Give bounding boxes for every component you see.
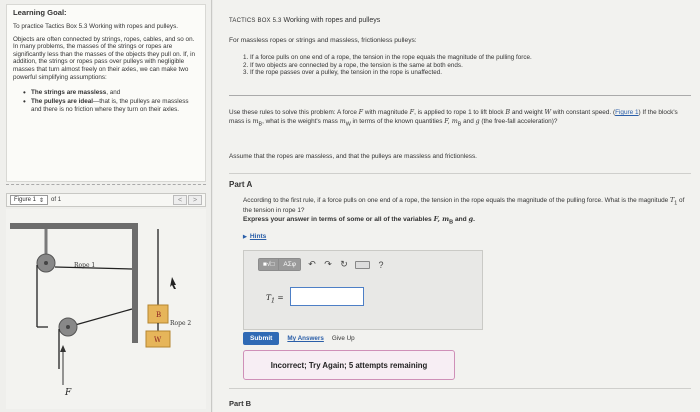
figure-link[interactable]: Figure 1	[615, 109, 639, 116]
redo-icon[interactable]: ↷	[324, 259, 332, 269]
express-text: .	[473, 216, 475, 223]
rope-1-label: Rope 1	[74, 262, 96, 269]
assumption-list	[23, 89, 199, 113]
rope-2-label: Rope 2	[170, 320, 192, 327]
answer-label-subscript: 1	[271, 297, 275, 305]
tactics-box-heading	[229, 17, 380, 24]
weight-symbol: W	[544, 108, 552, 116]
pulley-diagram	[6, 209, 206, 409]
rope-1-diagonal	[68, 309, 132, 327]
mouse-cursor-icon	[170, 277, 176, 289]
express-g: g	[468, 215, 474, 223]
force-label: F	[65, 388, 72, 398]
next-figure-button[interactable]: >	[188, 195, 202, 205]
assumption-item	[23, 89, 199, 96]
divider	[229, 95, 691, 96]
block-symbol: B	[505, 108, 511, 116]
figure-select-label: Figure 1	[14, 197, 37, 203]
block-w-label: W	[154, 336, 162, 344]
tactics-box-prefix: TACTICS BOX 5.3	[229, 18, 282, 24]
assumption-bold: The strings are massless	[31, 89, 107, 97]
figure-select[interactable]	[10, 195, 48, 205]
problem-text: (the free-fall acceleration)?	[479, 118, 558, 125]
figure-area	[6, 209, 206, 409]
templates-button[interactable]: ■√□	[259, 259, 278, 270]
my-answers-link[interactable]: My Answers	[287, 335, 324, 342]
problem-statement	[229, 108, 691, 128]
problem-text: in terms of the known quantities	[350, 118, 445, 125]
problem-text: and	[461, 118, 476, 125]
rope-1	[37, 265, 132, 327]
learning-goal-intro: To practice Tactics Box 5.3 Working with ropes and pulleys.	[13, 23, 178, 30]
help-icon[interactable]: ?	[378, 259, 384, 270]
figure-count: of 1	[51, 197, 62, 203]
part-a-title: Part A	[229, 180, 253, 189]
express-text: and	[453, 216, 469, 223]
greek-button[interactable]: AΣφ	[279, 259, 300, 270]
mass-w-symbol: m	[339, 117, 346, 125]
figure-toolbar	[6, 193, 206, 207]
pulley-axle	[44, 261, 48, 265]
pulley-axle-lower	[66, 325, 70, 329]
assumption-bold: The pulleys are ideal	[31, 98, 93, 106]
figure-nav	[173, 195, 202, 205]
answer-label-eq: =	[275, 293, 284, 302]
tactics-box-title: Working with ropes and pulleys	[283, 17, 381, 24]
divider	[229, 388, 691, 389]
undo-icon[interactable]: ↶	[308, 259, 316, 269]
problem-text: , what is the weight's mass	[262, 118, 340, 125]
problem-text: , is applied to rope 1 to lift block	[414, 109, 506, 116]
mass-b-subscript: B	[258, 121, 263, 128]
express-subscript: B	[449, 219, 454, 226]
submit-button[interactable]: Submit	[243, 332, 279, 345]
t1-symbol: T	[670, 196, 675, 204]
assumption-rest: —that is, the pulleys are massless and there is no friction where they turn on their axles.	[31, 98, 189, 113]
prev-figure-button[interactable]: <	[173, 195, 187, 205]
learning-goal-title: Learning Goal:	[13, 8, 67, 17]
t1-subscript: 1	[674, 200, 678, 207]
g-symbol: g	[475, 117, 480, 125]
problem-text: and weight	[510, 109, 545, 116]
express-variables: F, m	[433, 215, 450, 223]
force-symbol: F	[409, 108, 415, 116]
feedback-message: Incorrect; Try Again; 5 attempts remaining	[243, 350, 455, 380]
mass-b-symbol: m	[252, 117, 259, 125]
math-toolbar	[258, 258, 386, 271]
express-instruction	[243, 215, 475, 225]
keyboard-icon[interactable]	[355, 261, 370, 269]
divider	[229, 173, 691, 174]
problem-text: ) If the block's mass is	[229, 109, 678, 125]
select-arrows-icon: ⇕	[39, 197, 45, 204]
tactics-rule: 2. If two objects are connected by a rope, the tension is the same at both ends.	[243, 61, 463, 69]
force-arrowhead	[60, 345, 66, 352]
give-up-link[interactable]: Give Up	[331, 335, 355, 342]
force-symbol: F	[358, 108, 364, 116]
tactics-rule-list	[243, 54, 683, 77]
assumption-text: Assume that the ropes are massless, and that the pulleys are massless and frictionless.	[229, 153, 477, 160]
answer-box	[243, 250, 483, 330]
wall	[132, 223, 138, 343]
known-subscript: B	[457, 121, 462, 128]
hints-label: Hints	[249, 233, 267, 240]
reset-icon[interactable]: ↻	[340, 259, 348, 269]
assumption-item	[23, 98, 199, 113]
part-a-question	[243, 196, 691, 215]
answer-input[interactable]	[290, 287, 364, 306]
answer-label-symbol: T	[266, 293, 272, 302]
problem-text: with constant speed. (	[551, 109, 616, 116]
block-b-label: B	[156, 311, 162, 319]
submit-row	[243, 332, 355, 345]
tactics-rule: 3. If the rope passes over a pulley, the tension in the rope is unaffected.	[243, 69, 442, 77]
known-quantities: F, m	[444, 117, 458, 125]
hints-link[interactable]	[243, 233, 266, 240]
answer-label	[266, 293, 284, 305]
question-text: of the tension in rope 1?	[243, 197, 685, 215]
express-text: Express your answer in terms of some or all of the variables	[243, 216, 434, 223]
template-group	[258, 258, 301, 271]
ceiling-beam	[10, 223, 138, 229]
problem-text: with magnitude	[363, 109, 410, 116]
question-text: According to the first rule, if a force pulls on one end of a rope, the tension in the rope equals the magnitude of the pulling force. What is the magnitude	[243, 197, 671, 204]
mass-w-subscript: W	[345, 121, 351, 128]
left-panel	[0, 0, 212, 412]
part-b-title[interactable]: Part B	[229, 399, 252, 408]
assumption-rest: , and	[106, 89, 121, 97]
tactics-rule: 1. If a force pulls on one end of a rope, the tension in the rope equals the magnitude of the pulling force.	[243, 54, 532, 61]
tactics-subtitle: For massless ropes or strings and massless, frictionless pulleys:	[229, 37, 417, 44]
learning-goal-box	[6, 4, 206, 182]
expand-triangle-icon: ▶	[243, 234, 247, 240]
learning-goal-body: Objects are often connected by strings, ropes, cables, and so on. In many problems, the masses of the strings or ropes are significantly less than the masses of the objects they pull on. If, in addition, the strings or ropes pass over pulleys with negligible masses that turn almost freely on their axles, we can make two powerful simplifying assumptions:	[13, 35, 196, 81]
problem-text: Use these rules to solve this problem: A force	[229, 109, 359, 116]
right-panel	[213, 0, 700, 412]
divider	[6, 184, 206, 185]
